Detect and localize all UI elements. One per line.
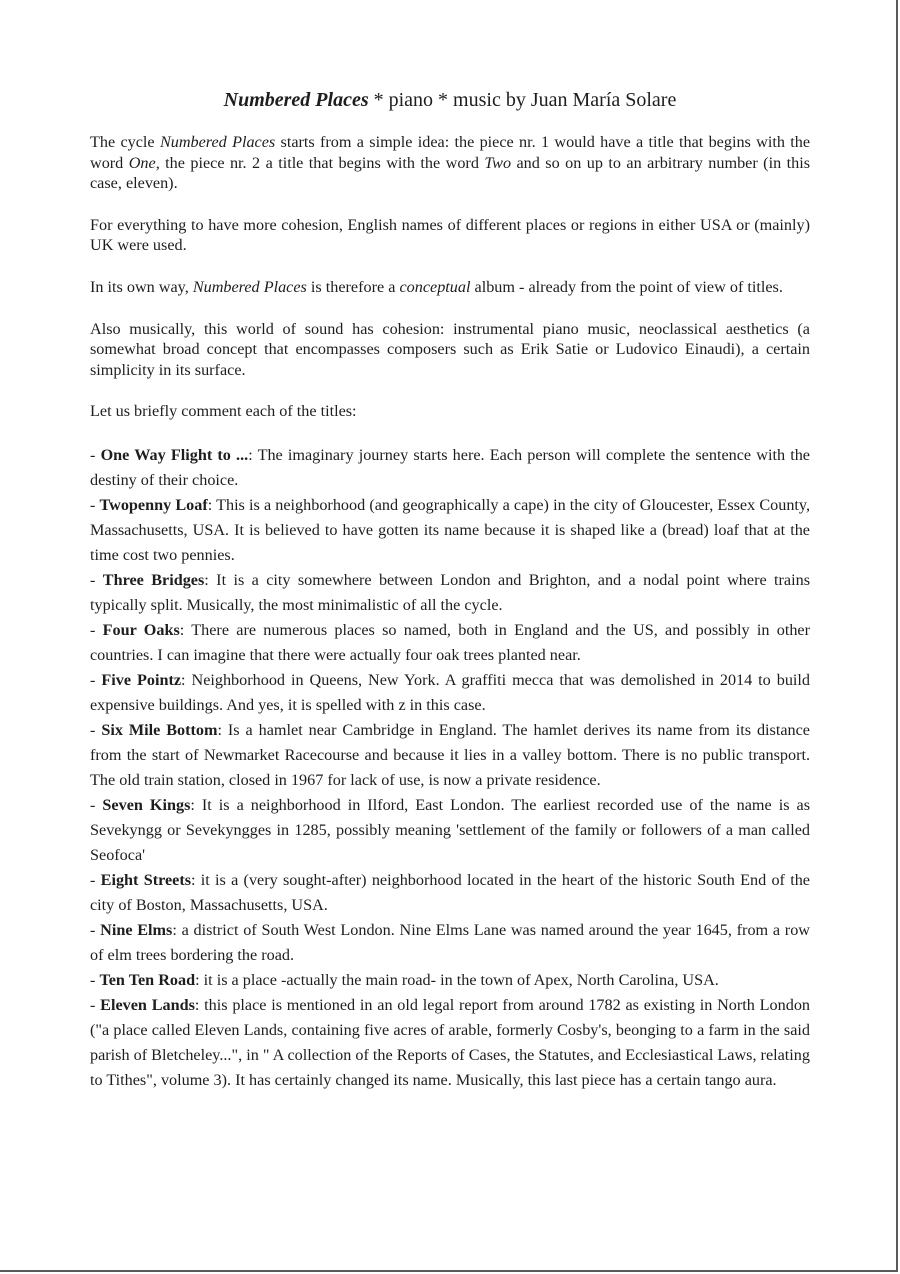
entry-description: : The imaginary journey starts here. Each person will complete the sentence with the destiny of their choice.	[90, 445, 810, 489]
entry-description: : this place is mentioned in an old legal report from around 1782 as existing in North London ("a place called Eleven Lands, containing five acres of arable, formerly Cosby's, beonging to a farm in the said parish of Bletcheley...", in " A collection of the Reports of Cases, the Statutes, and Ecclesiastical Laws, relating to Tithes", volume 3). It has certainly changed its name. Musically, this last piece has a certain tango aura.	[90, 995, 811, 1089]
text-run: and so on up to an arbitrary number (in this case, eleven).	[90, 153, 810, 193]
text-run: is therefore a	[306, 277, 400, 296]
word-two-italic: Two	[484, 153, 512, 172]
entry-description: : Is a hamlet near Cambridge in England. The hamlet derives its name from its distance from the start of Newmarket Racecourse and because it lies in a valley bottom. There is no public transport. The old train station, closed in 1967 for lack of use, is now a private residence.	[90, 720, 810, 789]
title-entry	[90, 443, 810, 493]
entry-dash: -	[90, 995, 101, 1014]
entry-name: Four Oaks	[102, 620, 180, 639]
entry-dash: -	[90, 970, 100, 989]
entry-description: : It is a neighborhood in Ilford, East London. The earliest recorded use of the name is as Sevekyngg or Sevekyngges in 1285, possibly meaning 'settlement of the family or followers of a man called Seofoca'	[90, 795, 810, 864]
album-title: Numbered Places	[223, 89, 369, 111]
entry-dash: -	[90, 870, 101, 889]
title-entry	[90, 993, 810, 1093]
text-run: album - already from the point of view of titles.	[470, 277, 783, 296]
entry-description: : There are numerous places so named, both in England and the US, and possibly in other countries. I can imagine that there were actually four oak trees planted near.	[90, 620, 810, 664]
conceptual-italic: conceptual	[399, 277, 471, 296]
title-entry	[90, 493, 810, 568]
text-run: In its own way,	[90, 277, 193, 296]
entry-name: Six Mile Bottom	[101, 720, 218, 739]
entry-name: Eleven Lands	[100, 995, 195, 1014]
intro-paragraph-3	[90, 277, 810, 298]
entry-dash: -	[90, 445, 101, 464]
entry-dash: -	[90, 720, 102, 739]
entry-description: : a district of South West London. Nine Elms Lane was named around the year 1645, from a row of elm trees bordering the road.	[90, 920, 810, 964]
text-run: The cycle	[90, 133, 160, 151]
document-title	[90, 86, 810, 114]
entry-dash: -	[90, 920, 101, 939]
title-entry	[90, 868, 810, 918]
title-entry	[90, 968, 810, 993]
entry-description: : Neighborhood in Queens, New York. A graffiti mecca that was demolished in 2014 to build expensive buildings. And yes, it is spelled with z in this case.	[90, 670, 811, 714]
album-name-italic: Numbered Places	[159, 133, 276, 151]
title-subtitle: * piano * music by Juan María Solare	[368, 89, 677, 111]
entry-dash: -	[90, 670, 102, 689]
intro-paragraph-4: Also musically, this world of sound has cohesion: instrumental piano music, neoclassical aesthetics (a somewhat broad concept that encompasses composers such as Erik Satie or Ludovico Einaudi), a certain simplicity in its surface.	[90, 319, 810, 379]
title-entry	[90, 618, 810, 668]
entry-name: Nine Elms	[100, 920, 173, 939]
entry-description: : it is a place -actually the main road- in the town of Apex, North Carolina, USA.	[195, 970, 719, 989]
entry-name: Seven Kings	[102, 795, 191, 814]
entry-description: : It is a city somewhere between London and Brighton, and a nodal point where trains typically split. Musically, the most minimalistic of all the cycle.	[90, 570, 811, 614]
entry-dash: -	[90, 570, 103, 589]
title-entry	[90, 793, 810, 868]
word-one-italic: One	[128, 153, 156, 172]
entry-dash: -	[90, 620, 103, 639]
entry-description: : This is a neighborhood (and geographically a cape) in the city of Gloucester, Essex County, Massachusetts, USA. It is believed to have gotten its name because it is shaped like a (bread) loaf that at the time cost two pennies.	[90, 495, 811, 564]
titles-list	[90, 443, 810, 1093]
album-name-italic: Numbered Places	[192, 277, 307, 296]
intro-paragraph-2: For everything to have more cohesion, English names of different places or regions in either USA or (mainly) UK were used.	[90, 215, 810, 255]
intro-paragraph-1	[90, 132, 810, 194]
document-body	[90, 86, 810, 1093]
text-run: starts from a simple idea: the piece nr. 1 would have a title that begins with the word	[90, 133, 810, 172]
entry-name: Twopenny Loaf	[99, 495, 208, 514]
entry-dash: -	[90, 795, 103, 814]
entry-name: Three Bridges	[102, 570, 205, 589]
title-entry	[90, 568, 810, 618]
entry-name: Eight Streets	[100, 870, 192, 889]
title-entry	[90, 668, 810, 718]
text-run: , the piece nr. 2 a title that begins with the word	[155, 153, 485, 172]
entry-dash: -	[90, 495, 100, 514]
entry-name: Five Pointz	[101, 670, 182, 689]
title-entry	[90, 918, 810, 968]
entry-name: One Way Flight to ...	[100, 445, 249, 464]
intro-paragraph-5: Let us briefly comment each of the titles:	[90, 402, 357, 421]
entry-description: : it is a (very sought-after) neighborhood located in the heart of the historic South End of the city of Boston, Massachusetts, USA.	[90, 870, 810, 914]
title-entry	[90, 718, 810, 793]
entry-name: Ten Ten Road	[99, 970, 196, 989]
